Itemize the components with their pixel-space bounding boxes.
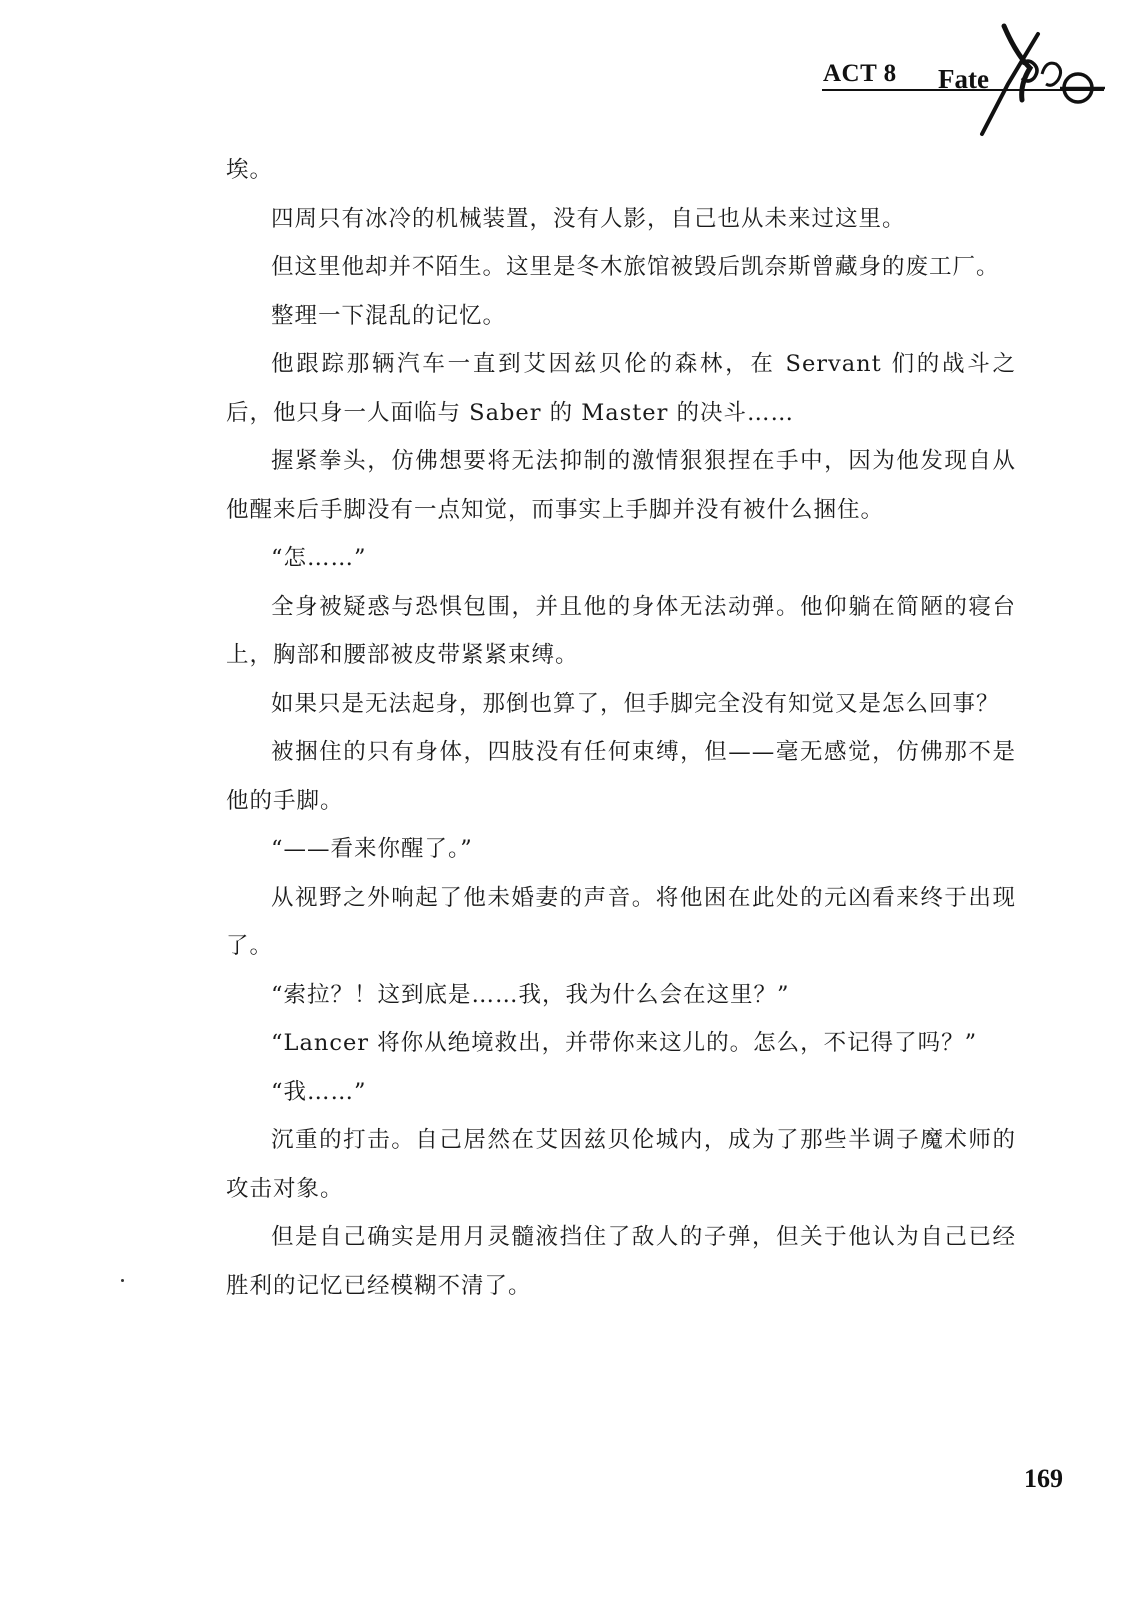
paragraph: “怎……”: [271, 545, 367, 571]
paragraph: 埃。: [226, 157, 274, 183]
chapter-label: ACT 8: [823, 60, 897, 87]
scan-speck: [121, 1279, 124, 1282]
paragraph: 握紧拳头，仿佛想要将无法抑制的激情狠狠捏在手中，因为他发现自从他醒来后手脚没有一点知觉，而事实上手脚并没有被什么捆住。: [226, 448, 1016, 523]
paragraph: 沉重的打击。自己居然在艾因兹贝伦城内，成为了那些半调子魔术师的攻击对象。: [226, 1127, 1016, 1202]
paragraph: 被捆住的只有身体，四肢没有任何束缚，但——毫无感觉，仿佛那不是他的手脚。: [226, 739, 1016, 814]
main-text: [226, 146, 1016, 1310]
paragraph: 如果只是无法起身，那倒也算了，但手脚完全没有知觉又是怎么回事？: [271, 690, 1000, 717]
paragraph: 从视野之外响起了他未婚妻的声音。将他困在此处的元凶看来终于出现了。: [226, 884, 1016, 959]
fate-zero-logo: [938, 14, 1110, 144]
paragraph: 全身被疑惑与恐惧包围，并且他的身体无法动弹。他仰躺在简陋的寝台上，胸部和腰部被皮带紧紧束缚。: [226, 593, 1016, 668]
paragraph: “索拉？！这到底是……我，我为什么会在这里？”: [271, 981, 790, 1008]
paragraph: “Lancer 将你从绝境救出，并带你来这儿的。怎么，不记得了吗？”: [271, 1030, 978, 1056]
page-header: [0, 0, 1136, 150]
paragraph: 但这里他却并不陌生。这里是冬木旅馆被毁后凯奈斯曾藏身的废工厂。: [271, 254, 1000, 280]
page-number: 169: [1024, 1464, 1063, 1493]
paragraph: 整理一下混乱的记忆。: [271, 302, 507, 329]
paragraph: “我……”: [271, 1078, 367, 1105]
paragraph: 但是自己确实是用月灵髓液挡住了敌人的子弹，但关于他认为自己已经胜利的记忆已经模糊不清了。: [226, 1224, 1016, 1299]
paragraph: 他跟踪那辆汽车一直到艾因兹贝伦的森林，在 Servant 们的战斗之后，他只身一人面临与 Saber 的 Master 的决斗……: [226, 351, 1016, 426]
paragraph: 四周只有冰冷的机械装置，没有人影，自己也从未来过这里。: [271, 205, 906, 232]
logo-text: Fate: [938, 64, 989, 94]
paragraph: “——看来你醒了。”: [271, 836, 473, 862]
